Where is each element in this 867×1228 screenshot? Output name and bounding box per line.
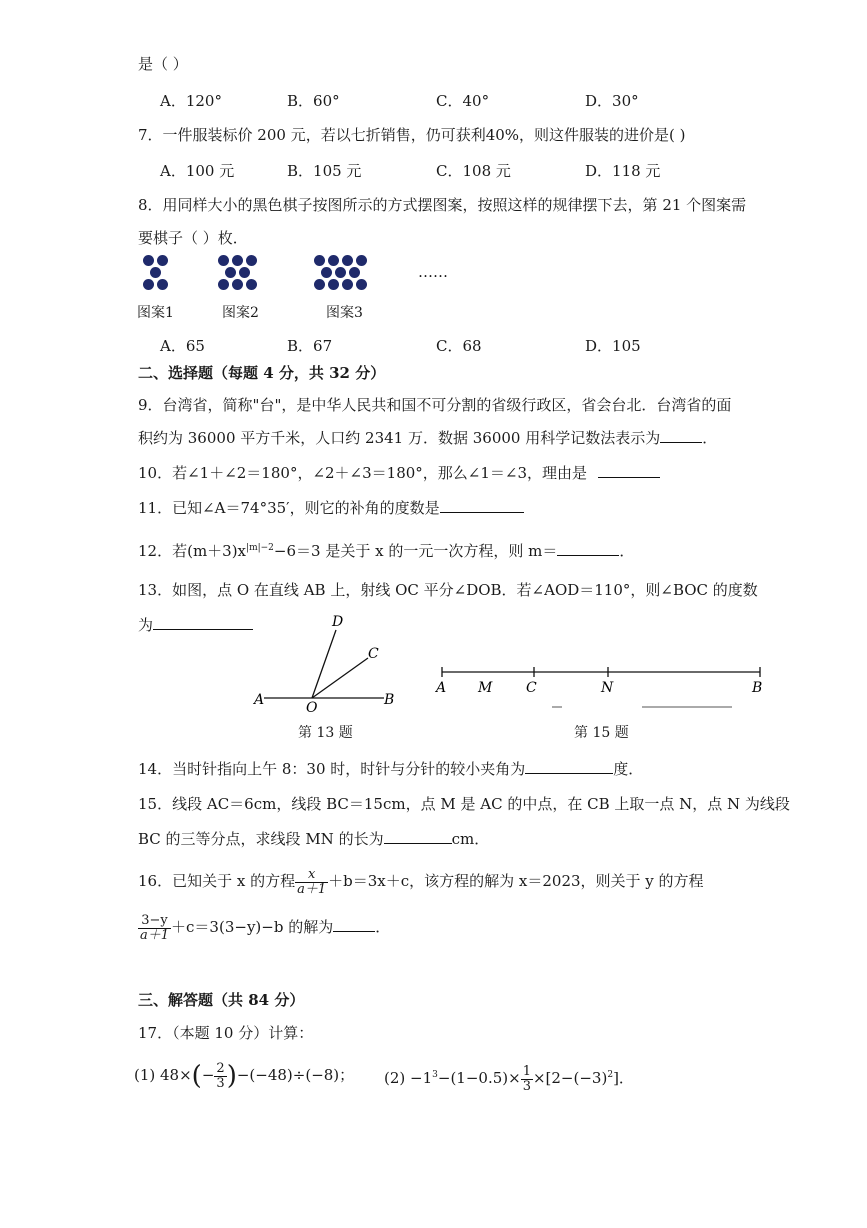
q17-part2-mid: −(1−0.5)× bbox=[437, 1069, 521, 1087]
right-paren: ) bbox=[226, 1061, 237, 1091]
q17-part2-fraction bbox=[521, 1065, 533, 1094]
q17-part2-tail: ×[2−(−3) bbox=[532, 1069, 608, 1087]
q14-answer-blank[interactable] bbox=[525, 759, 613, 774]
q16-prefix: 16．已知关于 x 的方程 bbox=[138, 872, 296, 890]
q16-line2-rest: ＋c＝3(3−y)−b 的解为 bbox=[171, 918, 334, 936]
chess-piece-dot bbox=[225, 267, 236, 278]
label-b: B bbox=[752, 680, 763, 696]
chess-piece-dot bbox=[150, 267, 161, 278]
chess-piece-dot bbox=[218, 279, 229, 290]
figure-15-caption: 第 15 题 bbox=[574, 725, 629, 741]
q16-answer-blank[interactable] bbox=[333, 917, 375, 932]
q16-middle: ＋b＝3x＋c，该方程的解为 x＝2023，则关于 y 的方程 bbox=[328, 872, 704, 890]
left-paren: ( bbox=[191, 1061, 202, 1091]
label-c: C bbox=[368, 646, 379, 662]
q7-option-d: D．118 元 bbox=[585, 162, 661, 180]
q11-line bbox=[138, 498, 524, 518]
q8-stem-line1: 8．用同样大小的黑色棋子按图所示的方式摆图案，按照这样的规律摆下去，第 21 个图案需 bbox=[138, 196, 747, 214]
ray-oc bbox=[312, 658, 368, 698]
q10-text: 10．若∠1＋∠2＝180°，∠2＋∠3＝180°，那么∠1＝∠3，理由是 bbox=[138, 464, 588, 482]
chess-piece-dot bbox=[314, 279, 325, 290]
label-a: A bbox=[254, 692, 265, 708]
q7-stem: 7．一件服装标价 200 元，若以七折销售，仍可获利40%，则这件服装的进价是( ) bbox=[138, 126, 686, 144]
q9-line2-text: 积约为 36000 平方千米，人口约 2341 万．数据 36000 用科学记数法表示为 bbox=[138, 429, 661, 447]
q17-part2-frac-num: 1 bbox=[522, 1063, 531, 1079]
q16-frac2-den: a＋1 bbox=[140, 927, 170, 943]
chess-piece-dot bbox=[356, 279, 367, 290]
q13-line1: 13．如图，点 O 在直线 AB 上，射线 OC 平分∠DOB．若∠AOD＝110°，则∠BOC 的度数 bbox=[138, 581, 758, 599]
q17-part2-frac-den: 3 bbox=[522, 1078, 531, 1094]
q16-end: ． bbox=[375, 918, 391, 936]
label-c: C bbox=[526, 680, 537, 696]
q13-line2 bbox=[138, 615, 253, 635]
q17-part1-prefix: (1) 48× bbox=[134, 1066, 192, 1084]
q15-line2 bbox=[138, 829, 489, 849]
q17-part1-fraction bbox=[214, 1062, 226, 1091]
q9-end: ． bbox=[702, 429, 718, 447]
q8-option-c: C．68 bbox=[436, 337, 482, 355]
q6-option-a: A．120° bbox=[160, 92, 222, 110]
q14-prefix: 14．当时针指向上午 8：30 时，时针与分针的较小夹角为 bbox=[138, 760, 526, 778]
q8-option-a: A．65 bbox=[160, 337, 205, 355]
section-2-title: 二、选择题（每题 4 分，共 32 分） bbox=[138, 364, 386, 382]
chess-piece-dot bbox=[157, 279, 168, 290]
q17-part2-prefix: (2) −1 bbox=[384, 1069, 433, 1087]
ray-od bbox=[312, 630, 336, 698]
chess-piece-dot bbox=[314, 255, 325, 266]
q9-answer-blank[interactable] bbox=[660, 428, 702, 443]
q12-line bbox=[138, 538, 634, 561]
q6-option-d: D．30° bbox=[585, 92, 639, 110]
q17-part2-sup: 3 bbox=[432, 1070, 438, 1080]
q17-part1-suffix: −(−48)÷(−8)； bbox=[236, 1066, 355, 1084]
q14-line bbox=[138, 759, 643, 779]
q12-prefix: 12．若(m＋3)x bbox=[138, 542, 247, 560]
chess-piece-dot bbox=[246, 279, 257, 290]
q17-part1: (1) 48×(− $\frac{2}{3}$ )−(−48)÷(−8)； bbox=[134, 1060, 355, 1091]
q9-line2 bbox=[138, 428, 717, 448]
label-n: N bbox=[601, 680, 614, 696]
chess-piece-dot bbox=[232, 255, 243, 266]
q15-line2-suffix: cm． bbox=[451, 830, 490, 848]
pattern-3-label: 图案3 bbox=[326, 305, 363, 321]
q9-line1: 9．台湾省，简称"台"，是中华人民共和国不可分割的省级行政区，省会台北．台湾省的面 bbox=[138, 396, 732, 414]
q16-fraction-2 bbox=[138, 914, 171, 943]
q12-exponent: |m|−2 bbox=[246, 543, 274, 553]
label-o: O bbox=[306, 700, 318, 712]
q6-stem-tail: 是（ ） bbox=[138, 55, 188, 73]
q12-answer-blank[interactable] bbox=[557, 541, 619, 556]
q15-line2-prefix: BC 的三等分点，求线段 MN 的长为 bbox=[138, 830, 384, 848]
chess-piece-dot bbox=[246, 255, 257, 266]
q8-stem-line2: 要棋子（ ）枚． bbox=[138, 229, 248, 247]
q15-line1: 15．线段 AC＝6cm，线段 BC＝15cm，点 M 是 AC 的中点，在 CB 上取一点 N，点 N 为线段 bbox=[138, 795, 790, 813]
q7-option-c: C．108 元 bbox=[436, 162, 511, 180]
q11-answer-blank[interactable] bbox=[440, 498, 524, 513]
q17-part1-frac-num: 2 bbox=[216, 1060, 225, 1076]
label-m: M bbox=[478, 680, 493, 696]
chess-piece-dot bbox=[328, 279, 339, 290]
chess-piece-dot bbox=[239, 267, 250, 278]
chess-piece-dot bbox=[349, 267, 360, 278]
figure-15-diagram bbox=[432, 660, 772, 720]
chess-piece-dot bbox=[232, 279, 243, 290]
q17-part2-tail-sup: 2 bbox=[607, 1070, 614, 1080]
q7-option-a: A．100 元 bbox=[160, 162, 235, 180]
label-a: A bbox=[436, 680, 447, 696]
chess-piece-dot bbox=[143, 279, 154, 290]
q10-answer-blank[interactable] bbox=[598, 463, 660, 478]
chess-piece-dot bbox=[335, 267, 346, 278]
q12-middle: −6＝3 是关于 x 的一元一次方程，则 m＝ bbox=[273, 542, 558, 560]
q17-part2 bbox=[384, 1058, 634, 1095]
chess-piece-dot bbox=[342, 279, 353, 290]
q16-line1 bbox=[138, 866, 704, 897]
q16-frac1-den: a＋1 bbox=[297, 881, 327, 897]
q8-option-b: B．67 bbox=[287, 337, 333, 355]
figure-13-diagram bbox=[250, 612, 410, 712]
q8-option-d: D．105 bbox=[585, 337, 641, 355]
q16-frac1-num: x bbox=[295, 868, 328, 883]
q17-title: 17．（本题 10 分）计算： bbox=[138, 1024, 314, 1042]
q16-frac2-num: 3−y bbox=[138, 914, 171, 929]
chess-piece-dot bbox=[328, 255, 339, 266]
q16-line2 bbox=[138, 912, 390, 943]
q17-part2-end: ]． bbox=[613, 1069, 634, 1087]
chess-piece-dot bbox=[321, 267, 332, 278]
q11-text: 11．已知∠A＝74°35′，则它的补角的度数是 bbox=[138, 499, 440, 517]
pattern-ellipsis: …… bbox=[418, 263, 448, 281]
q12-end: ． bbox=[619, 542, 635, 560]
q16-fraction-1 bbox=[295, 868, 328, 897]
chess-piece-dot bbox=[143, 255, 154, 266]
chess-piece-dot bbox=[218, 255, 229, 266]
label-d: D bbox=[332, 614, 344, 630]
q6-option-c: C．40° bbox=[436, 92, 490, 110]
chess-piece-dot bbox=[342, 255, 353, 266]
label-b: B bbox=[384, 692, 395, 708]
figure-13-caption: 第 13 题 bbox=[298, 725, 353, 741]
q17-part1-frac-den: 3 bbox=[216, 1075, 225, 1091]
pattern-1-label: 图案1 bbox=[137, 305, 174, 321]
q13-line2-text: 为 bbox=[138, 616, 154, 634]
q15-answer-blank[interactable] bbox=[384, 829, 452, 844]
chess-piece-dot bbox=[157, 255, 168, 266]
pattern-2-label: 图案2 bbox=[222, 305, 259, 321]
q10-line bbox=[138, 463, 660, 483]
chess-piece-dot bbox=[356, 255, 367, 266]
q6-option-b: B．60° bbox=[287, 92, 340, 110]
q14-suffix: 度． bbox=[613, 760, 644, 778]
section-3-title: 三、解答题（共 84 分） bbox=[138, 991, 305, 1009]
q13-answer-blank[interactable] bbox=[153, 615, 253, 630]
q7-option-b: B．105 元 bbox=[287, 162, 362, 180]
